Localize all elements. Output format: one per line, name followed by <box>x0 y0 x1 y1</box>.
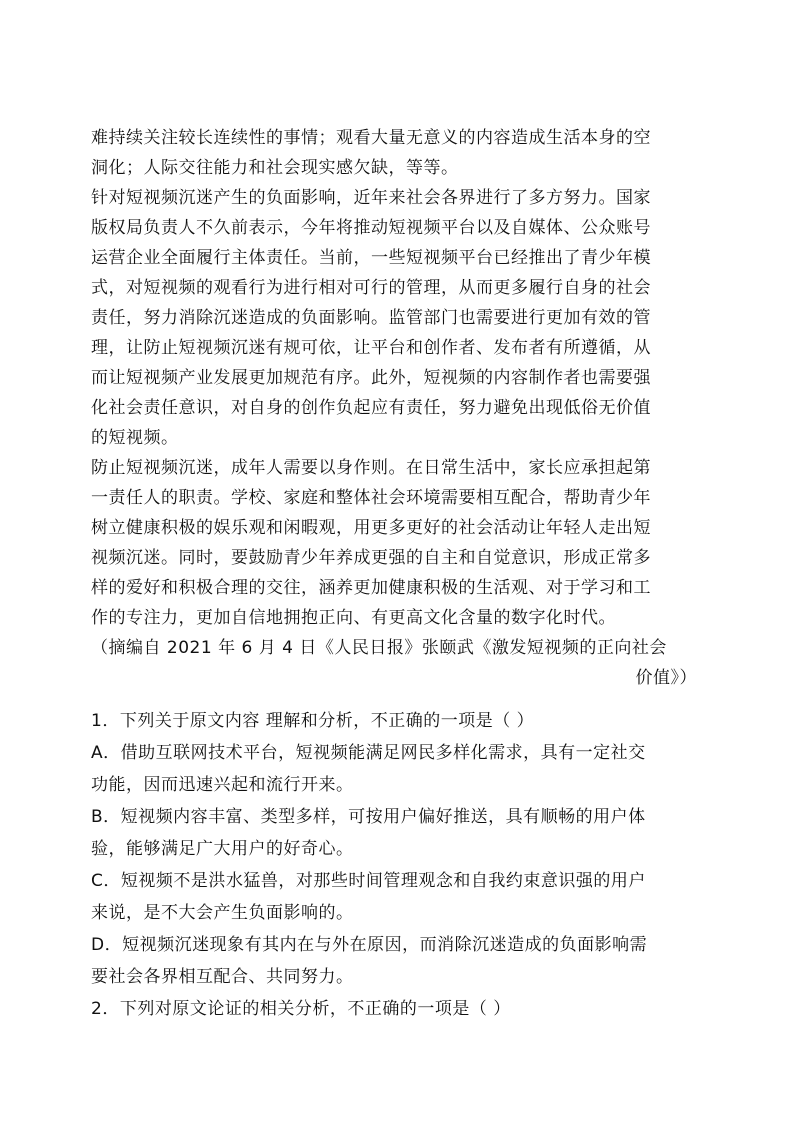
text-line: 的短视频。 <box>91 428 179 448</box>
citation-line: （摘编自 2021 年 6 月 4 日《人民日报》张颐武《激发短视频的正向社会 <box>91 638 667 658</box>
option-b-line: 验，能够满足广大用户的好奇心。 <box>91 839 354 859</box>
text-line: 式，对短视频的观看行为进行相对可行的管理，从而更多履行自身的社会 <box>91 278 651 298</box>
text-line: 难持续关注较长连续性的事情；观看大量无意义的内容造成生活本身的空 <box>91 128 651 148</box>
text-line: 而让短视频产业发展更加规范有序。此外，短视频的内容制作者也需要强 <box>91 368 651 388</box>
question-stem: 1．下列关于原文内容 理解和分析，不正确的一项是（ ） <box>91 711 535 731</box>
text-line: 树立健康积极的娱乐观和闲暇观，用更多更好的社会活动让年轻人走出短 <box>91 518 651 538</box>
source-citation <box>91 633 697 693</box>
text-line: 运营企业全面履行主体责任。当前，一些短视频平台已经推出了青少年模 <box>91 248 651 268</box>
option-c-line: C．短视频不是洪水猛兽，对那些时间管理观念和自我约束意识强的用户 <box>91 871 646 891</box>
option-c-line: 来说，是不大会产生负面影响的。 <box>91 903 354 923</box>
question-1 <box>91 705 697 993</box>
document-page <box>91 123 697 1025</box>
question-2 <box>91 993 697 1025</box>
option-a-line: A．借助互联网技术平台，短视频能满足网民多样化需求，具有一定社交 <box>91 743 646 763</box>
question-stem: 2．下列对原文论证的相关分析，不正确的一项是（ ） <box>91 999 511 1019</box>
text-line: 视频沉迷。同时，要鼓励青少年养成更强的自主和自觉意识，形成正常多 <box>91 548 651 568</box>
text-line: 理，让防止短视频沉迷有规可依，让平台和创作者、发布者有所遵循，从 <box>91 338 651 358</box>
text-line: 版权局负责人不久前表示，今年将推动短视频平台以及自媒体、公众账号 <box>91 218 651 238</box>
paragraph-efforts <box>91 183 697 453</box>
citation-line: 价值》） <box>635 668 697 688</box>
text-line: 责任，努力消除沉迷造成的负面影响。监管部门也需要进行更加有效的管 <box>91 308 651 328</box>
text-line: 化社会责任意识，对自身的创作负起应有责任，努力避免出现低俗无价值 <box>91 398 651 418</box>
text-line: 样的爱好和积极合理的交往，涵养更加健康积极的生活观、对于学习和工 <box>91 578 651 598</box>
text-line: 一责任人的职责。学校、家庭和整体社会环境需要相互配合，帮助青少年 <box>91 488 651 508</box>
option-a-line: 功能，因而迅速兴起和流行开来。 <box>91 775 354 795</box>
text-line: 防止短视频沉迷，成年人需要以身作则。在日常生活中，家长应承担起第 <box>91 458 651 478</box>
paragraph-adults <box>91 453 697 633</box>
text-line: 洞化；人际交往能力和社会现实感欠缺，等等。 <box>91 158 459 178</box>
option-d-line: 要社会各界相互配合、共同努力。 <box>91 967 354 987</box>
paragraph-continued <box>91 123 697 183</box>
option-d-line: D．短视频沉迷现象有其内在与外在原因，而消除沉迷造成的负面影响需 <box>91 935 648 955</box>
text-line: 针对短视频沉迷产生的负面影响，近年来社会各界进行了多方努力。国家 <box>91 188 651 208</box>
text-line: 作的专注力，更加自信地拥抱正向、有更高文化含量的数字化时代。 <box>91 608 616 628</box>
option-b-line: B．短视频内容丰富、类型多样，可按用户偏好推送，具有顺畅的用户体 <box>91 807 646 827</box>
